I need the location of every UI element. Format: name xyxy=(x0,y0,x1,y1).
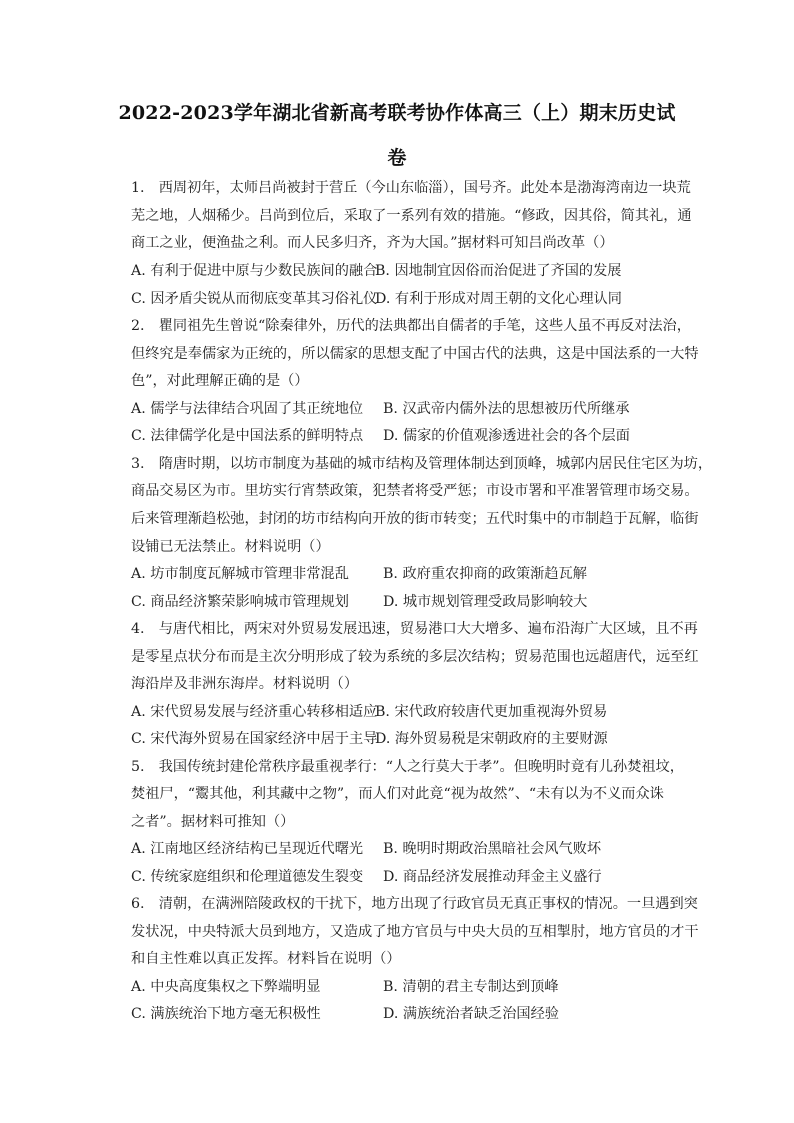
question-3-stem-line: 商品交易区为市。里坊实行宵禁政策，犯禁者将受严惩；市设市署和平准署管理市场交易。 xyxy=(131,483,699,499)
question-1-option-d: D. 有利于形成对周王朝的文化心理认同 xyxy=(375,291,622,307)
question-3-option-c: C. 商品经济繁荣影响城市管理规划 xyxy=(131,594,349,610)
question-6-option-a: A. 中央高度集权之下弊端明显 xyxy=(131,979,321,995)
question-2-stem-line: 色”，对此理解正确的是（） xyxy=(131,373,309,389)
question-4-stem-line: 海沿岸及非洲东海岸。材料说明（） xyxy=(131,676,359,692)
question-4-option-c: C. 宋代海外贸易在国家经济中居于主导 xyxy=(131,731,378,747)
question-4-option-b: B. 宋代政府较唐代更加重视海外贸易 xyxy=(375,704,608,720)
question-4-stem-line: 是零星点状分布而是主次分明形成了较为系统的多层次结构；贸易范围也远超唐代，远至红 xyxy=(131,649,699,665)
question-3-option-d: D. 城市规划管理受政局影响较大 xyxy=(383,594,588,610)
question-5-option-a: A. 江南地区经济结构已呈现近代曙光 xyxy=(131,841,364,857)
question-1-stem-line: 芜之地，人烟稀少。吕尚到位后，采取了一系列有效的措施。“修政，因其俗，简其礼，通 xyxy=(131,208,692,224)
question-2-option-a: A. 儒学与法律结合巩固了其正统地位 xyxy=(131,401,364,417)
question-5-stem-line: 之者”。据材料可推知（） xyxy=(131,814,295,830)
question-2-stem-line: 2. 瞿同祖先生曾说“除秦律外，历代的法典都出自儒者的手笔，这些人虽不再反对法治， xyxy=(131,318,691,334)
question-5-option-d: D. 商品经济发展推动拜金主义盛行 xyxy=(383,869,602,885)
question-6-stem-line: 6. 清朝，在满洲陪陵政权的干扰下，地方出现了行政官员无真正事权的情况。一旦遇到突 xyxy=(131,896,698,912)
exam-title-line1: 2022-2023学年湖北省新高考联考协作体高三（上）期末历史试 xyxy=(118,102,676,124)
question-4-option-a: A. 宋代贸易发展与经济重心转移相适应 xyxy=(131,704,378,720)
question-1-option-b: B. 因地制宜因俗而治促进了齐国的发展 xyxy=(375,263,622,279)
question-2-option-b: B. 汉武帝内儒外法的思想被历代所继承 xyxy=(383,401,630,417)
question-4-option-d: D. 海外贸易税是宋朝政府的主要财源 xyxy=(375,731,608,747)
question-6-stem-line: 和自主性难以真正发挥。材料旨在说明（） xyxy=(131,951,401,967)
exam-title-line2: 卷 xyxy=(387,147,407,169)
question-4-stem-line: 4. 与唐代相比，两宋对外贸易发展迅速，贸易港口大大增多、遍布沿海广大区域，且不再 xyxy=(131,621,698,637)
question-1-option-c: C. 因矛盾尖锐从而彻底变革其习俗礼仪 xyxy=(131,291,378,307)
question-3-stem-line: 3. 隋唐时期，以坊市制度为基础的城市结构及管理体制达到顶峰，城郭内居民住宅区为坊， xyxy=(131,456,713,472)
question-2-option-d: D. 儒家的价值观渗透进社会的各个层面 xyxy=(383,428,630,444)
question-3-option-b: B. 政府重农抑商的政策渐趋瓦解 xyxy=(383,566,587,582)
question-1-stem-line: 1. 西周初年，太师吕尚被封于营丘（今山东临淄），国号齐。此处本是渤海湾南边一块荒 xyxy=(131,180,691,196)
question-3-option-a: A. 坊市制度瓦解城市管理非常混乱 xyxy=(131,566,349,582)
question-5-option-c: C. 传统家庭组织和伦理道德发生裂变 xyxy=(131,869,364,885)
question-2-stem-line: 但终究是奉儒家为正统的，所以儒家的思想支配了中国古代的法典，这是中国法系的一大特 xyxy=(131,346,699,362)
question-5-stem-line: 5. 我国传统封建伦常秩序最重视孝行：“人之行莫大于孝”。但晚明时竟有儿孙焚祖坟， xyxy=(131,759,684,775)
question-5-option-b: B. 晚明时期政治黑暗社会风气败坏 xyxy=(383,841,602,857)
question-1-option-a: A. 有利于促进中原与少数民族间的融合 xyxy=(131,263,378,279)
question-6-option-b: B. 清朝的君主专制达到顶峰 xyxy=(383,979,559,995)
question-6-stem-line: 发状况，中央特派大员到地方，又造成了地方官员与中央大员的互相掣肘，地方官员的才干 xyxy=(131,924,699,940)
question-5-stem-line: 焚祖尸，“鬻其他，利其藏中之物”，而人们对此竟“视为故然”、“未有以为不义而众诛 xyxy=(131,786,664,802)
question-6-option-d: D. 满族统治者缺乏治国经验 xyxy=(383,1006,559,1022)
question-6-option-c: C. 满族统治下地方毫无积极性 xyxy=(131,1006,321,1022)
question-2-option-c: C. 法律儒学化是中国法系的鲜明特点 xyxy=(131,428,364,444)
question-3-stem-line: 设铺已无法禁止。材料说明（） xyxy=(131,539,330,555)
question-3-stem-line: 后来管理渐趋松弛，封闭的坊市结构向开放的街市转变；五代时集中的市制趋于瓦解，临街 xyxy=(131,511,699,527)
question-1-stem-line: 商工之业，便渔盐之利。而人民多归齐，齐为大国。”据材料可知吕尚改革（） xyxy=(131,235,614,251)
